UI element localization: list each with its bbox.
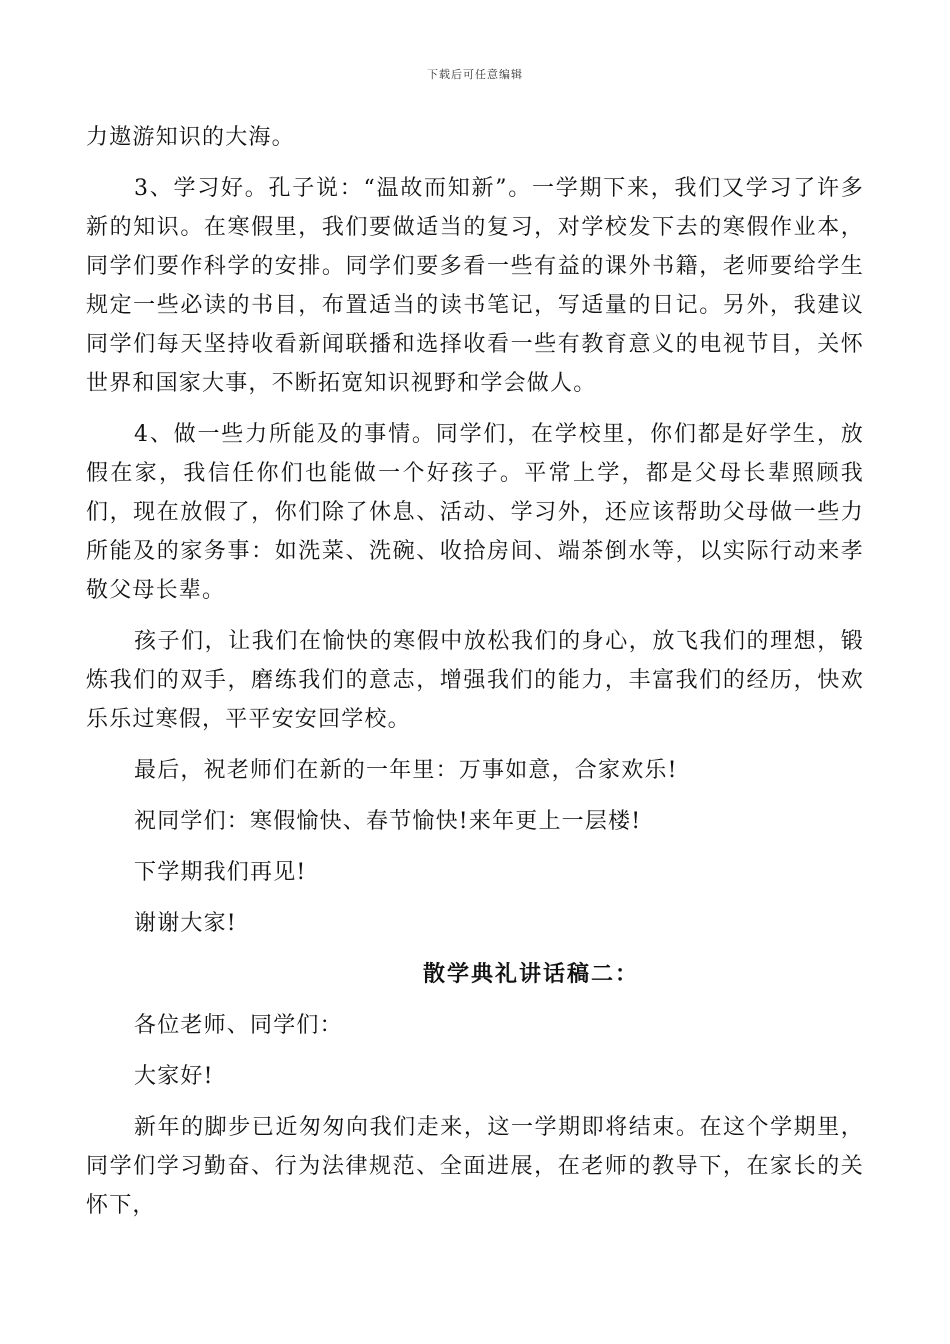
paragraph-wish-students: 祝同学们：寒假愉快、春节愉快!来年更上一层楼!	[134, 809, 642, 834]
paragraph-point-3: 3、学习好。孔子说：“温故而知新”。一学期下来，我们又学习了许多新的知识。在寒假里，我们要做适当的复习，对学校发下去的寒假作业本，同学们要作科学的安排。同学们要多看一些有益的课外书籍，老师要给学生规定一些必读的书目，布置适当的读书笔记，写适量的日记。另外，我建议同学们每天坚持收看新闻联播和选择收看一些有教育意义的电视节目，关怀世界和国家大事，不断拓宽知识视野和学会做人。	[86, 176, 864, 396]
paragraph-thanks: 谢谢大家!	[134, 911, 237, 936]
document-body	[86, 118, 864, 1225]
paragraph-salutation: 各位老师、同学们：	[134, 1013, 343, 1038]
paragraph-see-you: 下学期我们再见!	[134, 860, 307, 885]
paragraph-point-4: 4、做一些力所能及的事情。同学们，在学校里，你们都是好学生，放假在家，我信任你们也能做一个好孩子。平常上学，都是父母长辈照顾我们，现在放假了，你们除了休息、活动、学习外，还应该帮助父母做一些力所能及的家务事：如洗菜、洗碗、收拾房间、端茶倒水等，以实际行动来孝敬父母长辈。	[86, 422, 864, 603]
paragraph-opening: 新年的脚步已近匆匆向我们走来，这一学期即将结束。在这个学期里，同学们学习勤奋、行为法律规范、全面进展，在老师的教导下，在家长的关怀下，	[86, 1115, 864, 1218]
paragraph-wish-teachers: 最后，祝老师们在新的一年里：万事如意，合家欢乐!	[134, 758, 678, 783]
paragraph-greeting: 大家好!	[134, 1064, 214, 1089]
paragraph-continuation: 力遨游知识的大海。	[86, 125, 295, 150]
page-header: 下载后可任意编辑	[427, 68, 523, 81]
paragraph-closing-message: 孩子们，让我们在愉快的寒假中放松我们的身心，放飞我们的理想，锻炼我们的双手，磨练我们的意志，增强我们的能力，丰富我们的经历，快欢乐乐过寒假，平平安安回学校。	[86, 629, 864, 732]
section-heading: 散学典礼讲话稿二：	[422, 961, 639, 987]
